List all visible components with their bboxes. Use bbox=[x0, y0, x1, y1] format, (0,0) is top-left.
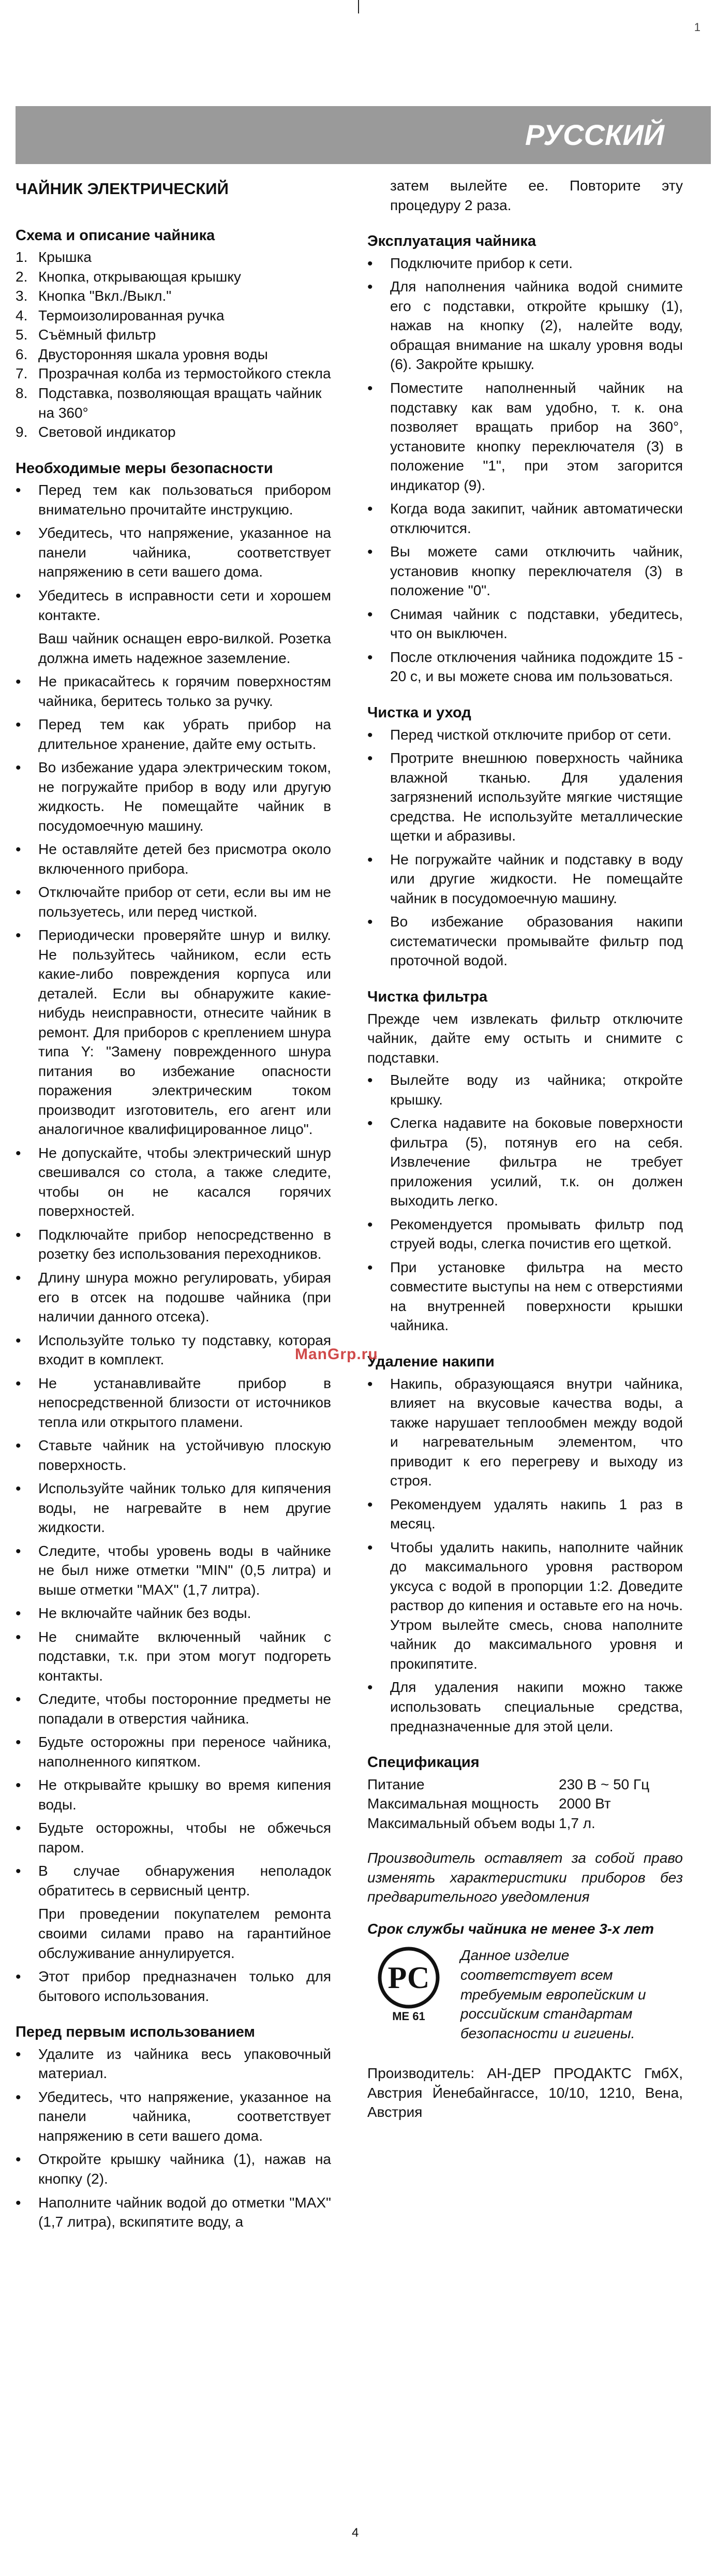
spec-value: 1,7 л. bbox=[559, 1815, 595, 1831]
list-item: • Слегка надавите на боковые поверхности фильтра (5), потянув его на себя. Извлечение фильтра не требует приложения усилий, т.к. он должен выходить легко. bbox=[367, 1113, 683, 1211]
list-item: • Используйте чайник только для кипячения воды, не нагревайте в нем другие жидкости. bbox=[16, 1479, 331, 1537]
scheme-item-label: Прозрачная колба из термостойкого стекла bbox=[38, 365, 331, 382]
list-item: • Будьте осторожны, чтобы не обжечься паром. bbox=[16, 1818, 331, 1857]
scheme-item-number: 6. bbox=[16, 346, 28, 362]
scheme-item-number: 2. bbox=[16, 268, 28, 285]
spec-key: Максимальный объем воды bbox=[367, 1815, 555, 1831]
spec-key: Питание bbox=[367, 1776, 425, 1792]
spec-row bbox=[367, 1794, 683, 1814]
certification-text: Данное изделие соответствует всем требуемым европейским и российским стандартам безопасности и гигиены. bbox=[460, 1947, 646, 2041]
list-item: • Убедитесь, что напряжение, указанное на панели чайника, соответствует напряжению в сети вашего дома. bbox=[16, 523, 331, 582]
left-column bbox=[16, 176, 331, 2236]
scheme-item-label: Термоизолированная ручка bbox=[38, 307, 225, 323]
certification-block bbox=[367, 1946, 683, 2043]
list-item: • Подключите прибор к сети. bbox=[367, 254, 683, 273]
list-item: • Отключайте прибор от сети, если вы им не пользуетесь, или перед чисткой. bbox=[16, 882, 331, 921]
right-column bbox=[367, 176, 683, 2125]
service-life: Срок службы чайника не менее 3-х лет bbox=[367, 1920, 654, 1937]
first-use-heading: Перед первым использованием bbox=[16, 2024, 255, 2041]
spec-value: 230 В ~ 50 Гц bbox=[559, 1776, 650, 1792]
list-item: • Не снимайте включенный чайник с подставки, т.к. при этом могут подгореть контакты. bbox=[16, 1627, 331, 1686]
scheme-item-label: Съёмный фильтр bbox=[38, 327, 156, 343]
scheme-item bbox=[16, 384, 331, 422]
list-item: • Рекомендуется промывать фильтр под струей воды, слегка почистив его щеткой. bbox=[367, 1215, 683, 1254]
certification-logo-icon bbox=[367, 1946, 450, 2023]
list-item: • При установке фильтра на место совместите выступы на нем с отверстиями на внутренней поверхности крышки чайника. bbox=[367, 1258, 683, 1335]
spec-table bbox=[367, 1775, 683, 1833]
scheme-item-number: 8. bbox=[16, 385, 28, 401]
list-item: • Вылейте воду из чайника; откройте крышку. bbox=[367, 1070, 683, 1109]
scheme-item-number: 1. bbox=[16, 249, 28, 266]
producer-info: Производитель: АН-ДЕР ПРОДАКТС ГмбХ, Австрия Йенебайнгассе, 10/10, 1210, Вена, Австрия bbox=[367, 2065, 683, 2121]
list-item: • Перед чисткой отключите прибор от сети. bbox=[367, 725, 683, 745]
scheme-item-number: 4. bbox=[16, 307, 28, 323]
scheme-item-label: Двусторонняя шкала уровня воды bbox=[38, 346, 268, 362]
watermark: ManGrp.ru bbox=[295, 1346, 378, 1363]
list-item: • Не прикасайтесь к горячим поверхностям чайника, беритесь только за ручку. bbox=[16, 672, 331, 711]
document-title: ЧАЙНИК ЭЛЕКТРИЧЕСКИЙ bbox=[16, 180, 229, 198]
list-item: • Во избежание образования накипи систематически промывайте фильтр под проточной водой. bbox=[367, 912, 683, 970]
list-item: • Не открывайте крышку во время кипения воды. bbox=[16, 1775, 331, 1814]
filter-intro: Прежде чем извлекать фильтр отключите чайник, дайте ему остыть и снимите с подставки. bbox=[367, 1010, 683, 1066]
scheme-item-label: Крышка bbox=[38, 249, 92, 266]
scheme-item bbox=[16, 422, 331, 442]
list-item: • Перед тем как убрать прибор на длительное хранение, дайте ему остыть. bbox=[16, 715, 331, 754]
filter-heading: Чистка фильтра bbox=[367, 988, 488, 1005]
spec-key: Максимальная мощность bbox=[367, 1795, 539, 1812]
list-item: Ваш чайник оснащен евро-вилкой. Розетка должна иметь надежное заземление. bbox=[38, 630, 331, 666]
list-item: • Во избежание удара электрическим током, не погружайте прибор в воду или другую жидкость. Не помещайте чайник в посудомоечную машину. bbox=[16, 758, 331, 835]
list-item: • Снимая чайник с подставки, убедитесь, что он выключен. bbox=[367, 605, 683, 643]
list-item: • Периодически проверяйте шнур и вилку. Не пользуйтесь чайником, если есть какие-либо повреждения корпуса или деталей. Если вы обнаружите какие-нибудь неисправности, отнесите чайник в ремонт. Для приборов с креплением шнура типа Y: "Замену поврежденного шнура питания во избежание опасности поражения электрическим током производит изготовитель, его агент или аналогичное квалифицированное лицо". bbox=[16, 925, 331, 1139]
list-item: • Следите, чтобы уровень воды в чайнике не был ниже отметки "MIN" (0,5 литра) и выше отметки "MAX" (1,7 литра). bbox=[16, 1541, 331, 1600]
operation-heading: Эксплуатация чайника bbox=[367, 233, 536, 250]
list-item: • Следите, чтобы посторонние предметы не попадали в отверстия чайника. bbox=[16, 1689, 331, 1728]
descale-list bbox=[367, 1374, 683, 1736]
list-item: • Вы можете сами отключить чайник, установив кнопку переключателя (3) в положение "0". bbox=[367, 542, 683, 600]
descale-heading: Удаление накипи bbox=[367, 1353, 495, 1370]
list-item: • Откройте крышку чайника (1), нажав на кнопку (2). bbox=[16, 2150, 331, 2188]
cleaning-heading: Чистка и уход bbox=[367, 704, 471, 721]
operation-list bbox=[367, 254, 683, 686]
list-item: • Используйте только ту подставку, которая входит в комплект. bbox=[16, 1331, 331, 1370]
scheme-item bbox=[16, 267, 331, 287]
list-item: • Наполните чайник водой до отметки "MAX" (1,7 литра), вскипятите воду, а bbox=[16, 2193, 331, 2232]
scheme-item bbox=[16, 306, 331, 326]
list-item: • Удалите из чайника весь упаковочный материал. bbox=[16, 2044, 331, 2083]
scheme-item bbox=[16, 364, 331, 384]
list-item: • Рекомендуем удалять накипь 1 раз в месяц. bbox=[367, 1495, 683, 1534]
spec-row bbox=[367, 1814, 683, 1833]
language-banner: РУССКИЙ bbox=[16, 106, 711, 164]
list-item: • Чтобы удалить накипь, наполните чайник до максимального уровня раствором уксуса с водой в пропорции 1:2. Доведите раствор до кипения и оставьте его на ночь. Утром вылейте смесь, снова наполните чайник до максимального уровня и прокипятите. bbox=[367, 1538, 683, 1674]
filter-list bbox=[367, 1070, 683, 1335]
list-item: • Убедитесь, что напряжение, указанное на панели чайника, соответствует напряжению в сети вашего дома. bbox=[16, 2087, 331, 2146]
spec-row bbox=[367, 1775, 683, 1794]
scheme-item bbox=[16, 345, 331, 364]
list-item: • Не устанавливайте прибор в непосредственной близости от источников тепла или открытого пламени. bbox=[16, 1374, 331, 1432]
list-item: • Поместите наполненный чайник на подставку как вам удобно, т. к. она позволяет вращать прибор на 360°, установите кнопку переключателя (3) в положение "1", при этом загорится индикатор (9). bbox=[367, 378, 683, 495]
list-item: • Для наполнения чайника водой снимите его с подставки, откройте крышку (1), нажав на кнопку (2), налейте воду, обращая внимание на шкалу уровня воды (6). Закройте крышку. bbox=[367, 277, 683, 374]
list-item: • Убедитесь в исправности сети и хорошем контакте. bbox=[16, 586, 331, 625]
list-item: • Протрите внешнюю поверхность чайника влажной тканью. Для удаления загрязнений используйте мягкие чистящие средства. Не используйте металлические щетки и абразивы. bbox=[367, 748, 683, 846]
scheme-item-number: 3. bbox=[16, 288, 28, 304]
list-item: • Будьте осторожны при переносе чайника, наполненного кипятком. bbox=[16, 1732, 331, 1771]
scheme-item-number: 7. bbox=[16, 365, 28, 382]
scheme-item-label: Световой индикатор bbox=[38, 424, 176, 440]
list-item: • В случае обнаружения неполадок обратитесь в сервисный центр. bbox=[16, 1861, 331, 1900]
list-item: • После отключения чайника подождите 15 - 20 с, и вы можете снова им пользоваться. bbox=[367, 647, 683, 686]
list-item: • Длину шнура можно регулировать, убирая его в отсек на подошве чайника (при наличии данного отсека). bbox=[16, 1268, 331, 1327]
list-item: • Перед тем как пользоваться прибором внимательно прочитайте инструкцию. bbox=[16, 480, 331, 519]
scheme-item-number: 5. bbox=[16, 327, 28, 343]
list-item: • Ставьте чайник на устойчивую плоскую поверхность. bbox=[16, 1436, 331, 1475]
scheme-item-label: Кнопка "Вкл./Выкл." bbox=[38, 288, 172, 304]
list-item: • Не допускайте, чтобы электрический шнур свешивался со стола, а также следите, чтобы он не касался горячих поверхностей. bbox=[16, 1143, 331, 1221]
list-item: • Не погружайте чайник и подставку в воду или другие жидкости. Не помещайте чайник в посудомоечную машину. bbox=[367, 850, 683, 908]
safety-list bbox=[16, 480, 331, 2006]
scheme-item bbox=[16, 247, 331, 267]
scheme-item bbox=[16, 325, 331, 345]
scheme-item-label: Кнопка, открывающая крышку bbox=[38, 268, 241, 285]
list-item: • Подключайте прибор непосредственно в розетку без использования переходников. bbox=[16, 1225, 331, 1264]
first-use-list bbox=[16, 2044, 331, 2232]
list-item: При проведении покупателем ремонта своими силами право на гарантийное обслуживание аннулируется. bbox=[38, 1906, 331, 1961]
spec-heading: Спецификация bbox=[367, 1754, 480, 1771]
scheme-item bbox=[16, 286, 331, 306]
cleaning-list bbox=[367, 725, 683, 970]
list-item: • Не оставляйте детей без присмотра около включенного прибора. bbox=[16, 840, 331, 878]
list-item: • Накипь, образующаяся внутри чайника, влияет на вкусовые качества воды, а также нарушает теплообмен между водой и нагревательным элементом, что приводит к его перегреву и выходу из строя. bbox=[367, 1374, 683, 1491]
cert-logo-code: МЕ 61 bbox=[392, 2010, 425, 2023]
continuation-text: затем вылейте ее. Повторите эту процедуру 2 раза. bbox=[390, 178, 683, 213]
scheme-list bbox=[16, 247, 331, 441]
safety-heading: Необходимые меры безопасности bbox=[16, 460, 273, 477]
svg-text:РС: РС bbox=[387, 1961, 430, 1995]
manufacturer-note: Производитель оставляет за собой право изменять характеристики приборов без предварительного уведомления bbox=[367, 1850, 683, 1905]
scheme-heading: Схема и описание чайника bbox=[16, 227, 215, 244]
list-item: • Для удаления накипи можно также использовать специальные средства, предназначенные для этой цели. bbox=[367, 1677, 683, 1736]
page-number: 4 bbox=[352, 2526, 359, 2540]
scheme-item-number: 9. bbox=[16, 424, 28, 440]
list-item: • Не включайте чайник без воды. bbox=[16, 1603, 331, 1623]
corner-number: 1 bbox=[694, 21, 700, 34]
crop-mark bbox=[358, 0, 359, 13]
spec-value: 2000 Вт bbox=[559, 1795, 611, 1812]
list-item: • Этот прибор предназначен только для бытового использования. bbox=[16, 1967, 331, 2006]
list-item: • Когда вода закипит, чайник автоматически отключится. bbox=[367, 499, 683, 538]
scheme-item-label: Подставка, позволяющая вращать чайник на 360° bbox=[38, 385, 322, 421]
